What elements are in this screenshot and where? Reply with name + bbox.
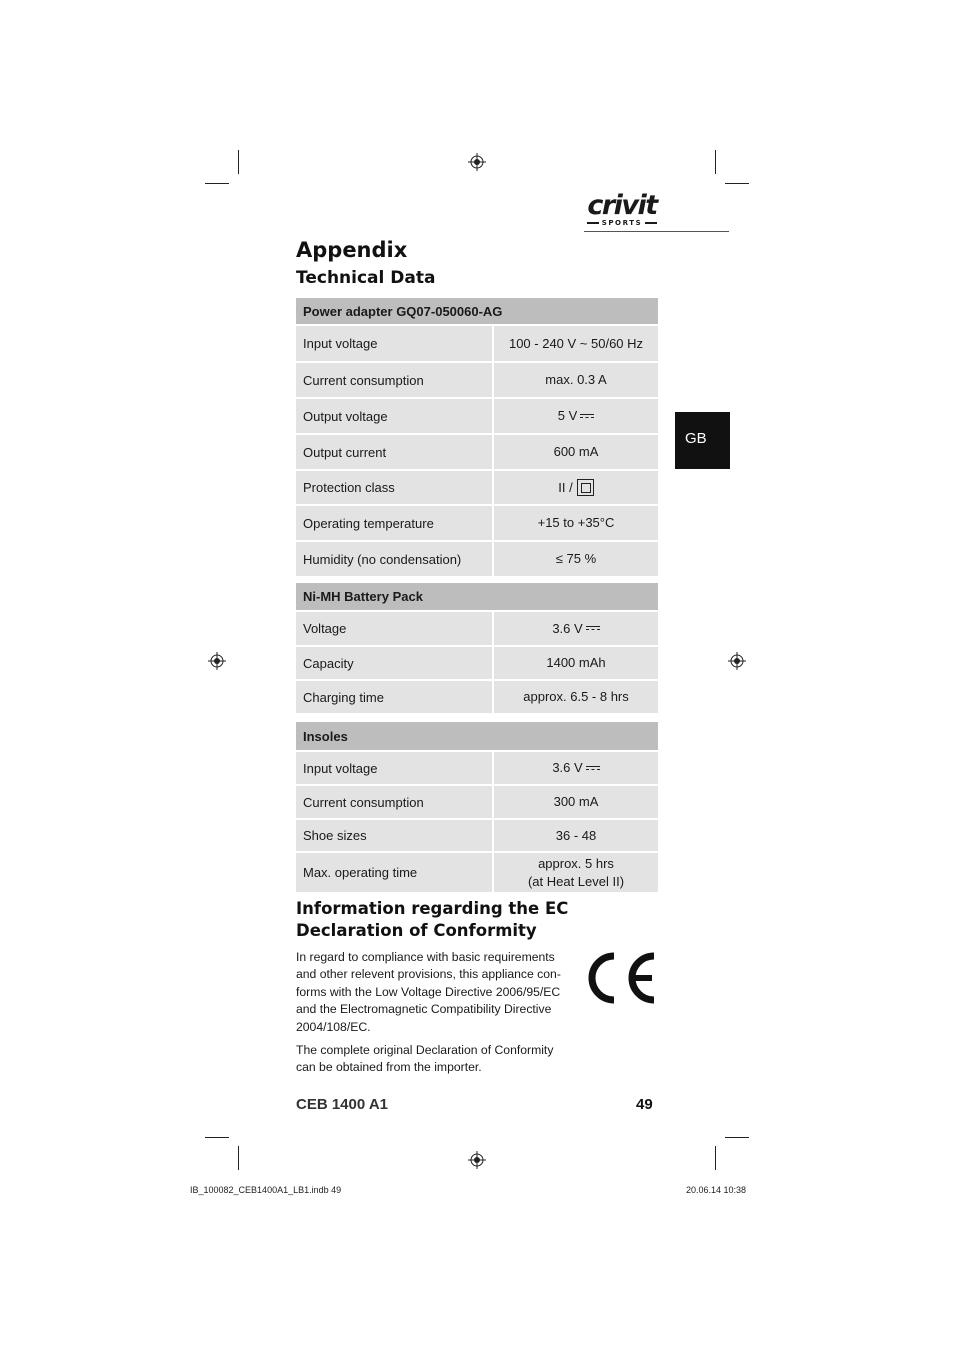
row-value: approx. 5 hrs (at Heat Level II) bbox=[494, 853, 658, 892]
row-value: 600 mA bbox=[494, 435, 658, 469]
crop-mark bbox=[725, 1137, 749, 1138]
row-value: 5 V bbox=[494, 399, 658, 433]
table-row bbox=[296, 647, 658, 681]
row-label: Current consumption bbox=[296, 363, 492, 397]
table-header: Insoles bbox=[296, 722, 658, 752]
table-row bbox=[296, 853, 658, 892]
brand-sub: SPORTS bbox=[584, 219, 660, 227]
row-label: Capacity bbox=[296, 647, 492, 679]
table-header: Power adapter GQ07-050060-AG bbox=[296, 298, 658, 326]
section-title: Technical Data bbox=[296, 268, 436, 288]
row-label: Output current bbox=[296, 435, 492, 469]
row-label: Max. operating time bbox=[296, 853, 492, 892]
dc-symbol-icon bbox=[586, 765, 600, 772]
print-slug-file: IB_100082_CEB1400A1_LB1.indb 49 bbox=[190, 1185, 342, 1195]
row-label: Input voltage bbox=[296, 752, 492, 784]
registration-mark-icon bbox=[468, 1151, 486, 1169]
page-number: 49 bbox=[636, 1096, 653, 1113]
row-value: max. 0.3 A bbox=[494, 363, 658, 397]
row-value: 3.6 V bbox=[494, 752, 658, 784]
insoles-table bbox=[296, 722, 658, 892]
registration-mark-icon bbox=[208, 652, 226, 670]
row-label: Output voltage bbox=[296, 399, 492, 433]
row-value: 3.6 V bbox=[494, 612, 658, 645]
crop-mark bbox=[238, 1146, 239, 1170]
print-slug-date: 20.06.14 10:38 bbox=[686, 1185, 747, 1195]
power-adapter-table bbox=[296, 298, 658, 576]
dc-symbol-icon bbox=[586, 625, 600, 632]
row-label: Protection class bbox=[296, 471, 492, 504]
table-row bbox=[296, 612, 658, 647]
table-row bbox=[296, 542, 658, 576]
model-number: CEB 1400 A1 bbox=[296, 1096, 388, 1113]
row-label: Operating temperature bbox=[296, 506, 492, 540]
table-row bbox=[296, 681, 658, 713]
header-rule bbox=[584, 231, 729, 232]
crop-mark bbox=[205, 1137, 229, 1138]
conformity-paragraph: In regard to compliance with basic requirements and other relevent provisions, this appliance con- forms with the Low Voltage Directive 2006/95/EC and the Electromagnetic Compatibility Directive 2004/108/EC. bbox=[296, 950, 561, 1034]
row-label: Input voltage bbox=[296, 326, 492, 361]
row-label: Shoe sizes bbox=[296, 820, 492, 851]
row-value: 300 mA bbox=[494, 786, 658, 818]
table-row bbox=[296, 363, 658, 399]
table-row bbox=[296, 752, 658, 786]
row-value: 36 - 48 bbox=[494, 820, 658, 851]
crop-mark bbox=[238, 150, 239, 174]
protection-class-ii-icon bbox=[577, 479, 594, 496]
dc-symbol-icon bbox=[580, 413, 594, 420]
importer-paragraph: The complete original Declaration of Conformity can be obtained from the importer. bbox=[296, 1043, 554, 1075]
table-row bbox=[296, 435, 658, 471]
crop-mark bbox=[205, 183, 229, 184]
table-row bbox=[296, 506, 658, 542]
table-row bbox=[296, 326, 658, 363]
brand-name: crivit bbox=[587, 190, 657, 221]
page-title: Appendix bbox=[296, 238, 408, 262]
ce-mark-icon bbox=[584, 950, 658, 1006]
row-label: Humidity (no condensation) bbox=[296, 542, 492, 576]
row-label: Charging time bbox=[296, 681, 492, 713]
crop-mark bbox=[725, 183, 749, 184]
registration-mark-icon bbox=[728, 652, 746, 670]
table-row bbox=[296, 471, 658, 506]
row-value: ≤ 75 % bbox=[494, 542, 658, 576]
table-row bbox=[296, 820, 658, 853]
table-row bbox=[296, 399, 658, 435]
row-value: 1400 mAh bbox=[494, 647, 658, 679]
brand-logo bbox=[584, 192, 660, 227]
row-value: 100 - 240 V ~ 50/60 Hz bbox=[494, 326, 658, 361]
conformity-heading: Information regarding the EC Declaration of Conformity bbox=[296, 899, 569, 940]
battery-pack-table bbox=[296, 583, 658, 713]
language-tab: GB bbox=[675, 412, 730, 469]
row-value: II / bbox=[494, 471, 658, 504]
row-label: Current consumption bbox=[296, 786, 492, 818]
table-row bbox=[296, 786, 658, 820]
crop-mark bbox=[715, 1146, 716, 1170]
row-value: approx. 6.5 - 8 hrs bbox=[494, 681, 658, 713]
registration-mark-icon bbox=[468, 153, 486, 171]
row-label: Voltage bbox=[296, 612, 492, 645]
table-header: Ni-MH Battery Pack bbox=[296, 583, 658, 612]
row-value: +15 to +35°C bbox=[494, 506, 658, 540]
crop-mark bbox=[715, 150, 716, 174]
